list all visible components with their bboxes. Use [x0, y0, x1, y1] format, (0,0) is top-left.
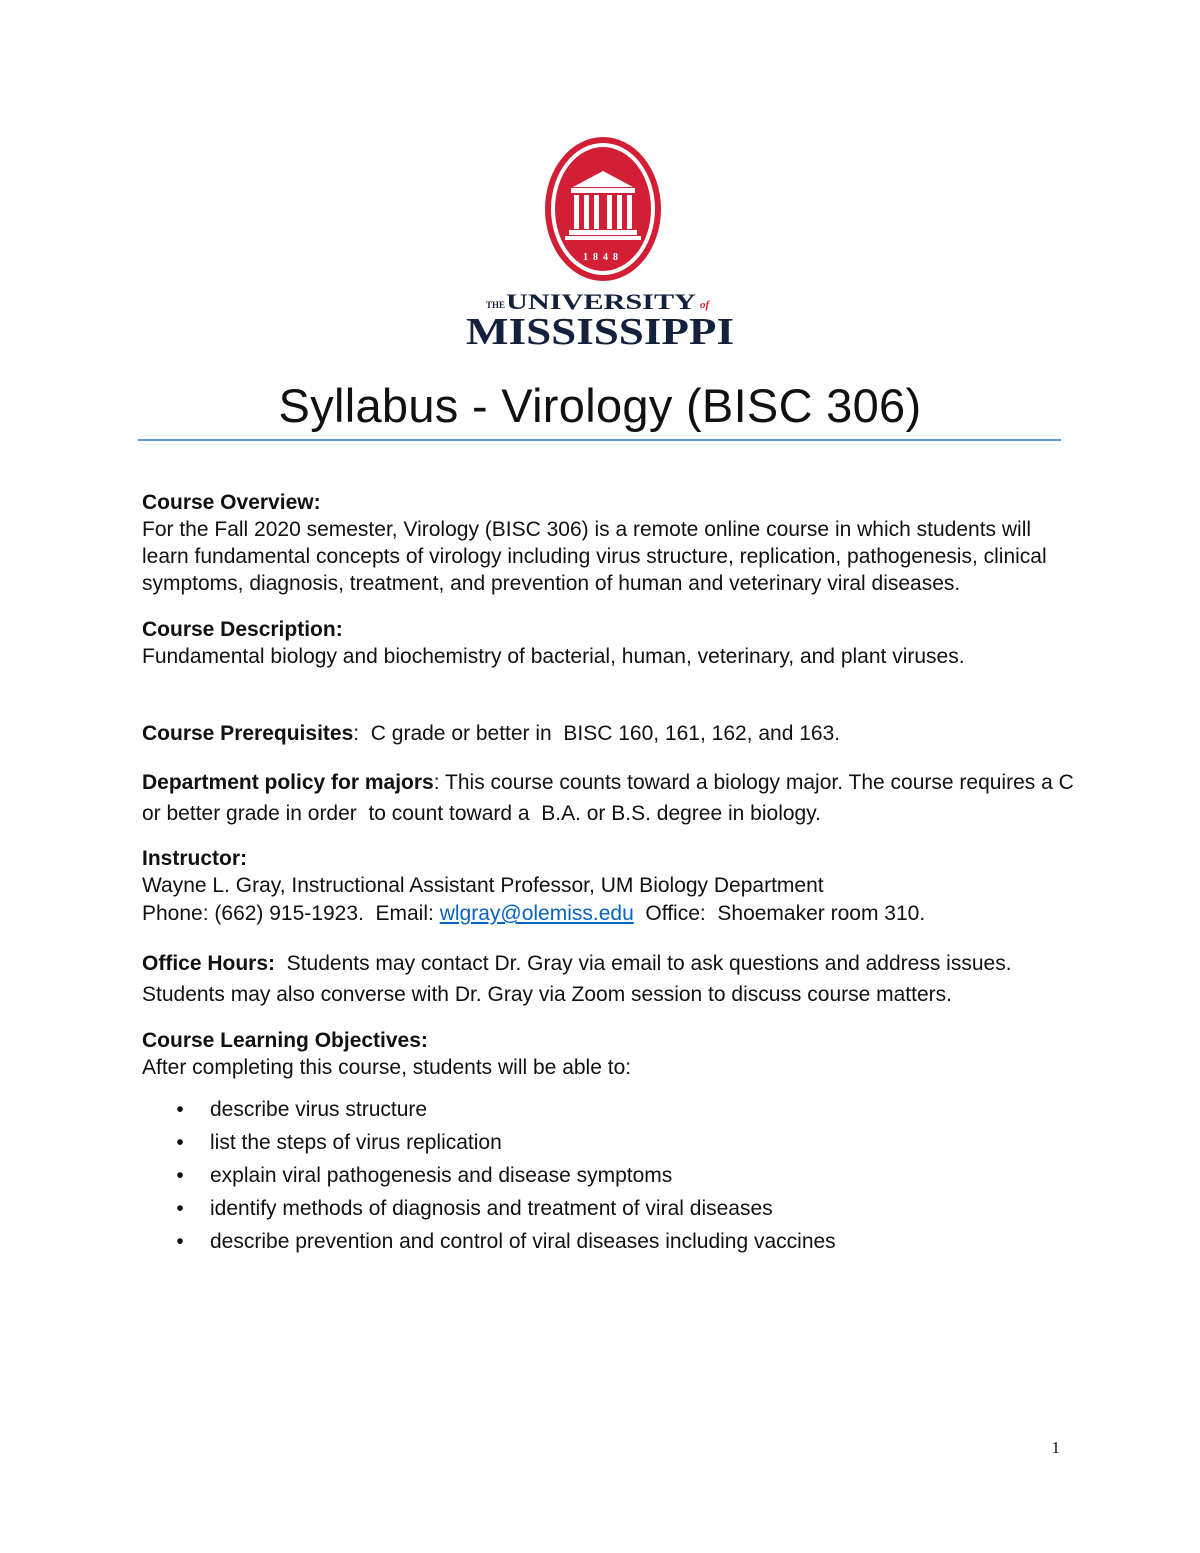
- list-item: [142, 1159, 1082, 1192]
- objective-text: explain viral pathogenesis and disease symptoms: [210, 1164, 673, 1187]
- list-item: [142, 1225, 1082, 1258]
- course-description-section: [142, 616, 1082, 670]
- office-hours-section: [142, 948, 1082, 1010]
- bullet-icon: •: [176, 1230, 184, 1253]
- office-hours-line: [142, 948, 1082, 1010]
- instructor-office: Office: Shoemaker room 310.: [633, 902, 926, 925]
- wordmark-state: MISSISSIPPI: [466, 311, 734, 348]
- course-description-heading: Course Description:: [142, 618, 343, 641]
- title-divider: [138, 439, 1061, 441]
- objective-text: describe virus structure: [210, 1098, 428, 1121]
- bullet-icon: •: [176, 1131, 184, 1154]
- page-number: 1: [1051, 1438, 1060, 1457]
- department-policy-heading: Department policy for majors: [142, 771, 434, 794]
- wordmark-of: of: [700, 299, 710, 311]
- wordmark-university: UNIVERSITY: [506, 289, 697, 314]
- instructor-phone: Phone: (662) 915-1923. Email:: [142, 902, 440, 925]
- instructor-heading: Instructor:: [142, 847, 247, 870]
- objective-text: identify methods of diagnosis and treatment of viral diseases: [210, 1197, 773, 1220]
- course-overview-text: For the Fall 2020 semester, Virology (BISC 306) is a remote online course in which students will learn fundamental concepts of virology including virus structure, replication, pathogenesis, clinical symptoms, diagnosis, treatment, and prevention of human and veterinary viral diseases.: [142, 518, 1047, 595]
- bullet-icon: •: [176, 1098, 184, 1121]
- seal-year: 1848: [583, 252, 623, 263]
- objective-text: list the steps of virus replication: [210, 1131, 502, 1154]
- instructor-section: [142, 845, 1082, 929]
- office-hours-heading: Office Hours:: [142, 952, 276, 975]
- bullet-icon: •: [176, 1197, 184, 1220]
- learning-objectives-heading: Course Learning Objectives:: [142, 1029, 428, 1052]
- course-prerequisites-section: [142, 720, 1082, 747]
- instructor-email-link[interactable]: wlgray@olemiss.edu: [439, 902, 634, 925]
- list-item: [142, 1126, 1082, 1159]
- course-description-text: Fundamental biology and biochemistry of bacterial, human, veterinary, and plant viruses.: [142, 645, 965, 668]
- university-seal-logo: [543, 135, 663, 283]
- department-policy-colon: :: [433, 771, 440, 794]
- instructor-name-line: Wayne L. Gray, Instructional Assistant Professor, UM Biology Department: [142, 874, 824, 897]
- course-overview-heading: Course Overview:: [142, 491, 321, 514]
- department-policy-line: [142, 767, 1082, 829]
- list-item: [142, 1192, 1082, 1225]
- university-wordmark-logo: [464, 288, 738, 348]
- page-title: Syllabus - Virology (BISC 306): [278, 379, 922, 432]
- learning-objectives-section: [142, 1027, 1082, 1258]
- department-policy-text: This course counts toward a biology major. The course requires a C or better grade in order to count toward a B.A. or B.S. degree in biology.: [142, 771, 1080, 825]
- course-prerequisites-colon: :: [353, 722, 360, 745]
- course-overview-section: [142, 489, 1082, 597]
- course-prerequisites-text: C grade or better in BISC 160, 161, 162, and 163.: [359, 722, 841, 745]
- course-prerequisites-line: [142, 720, 1082, 747]
- course-prerequisites-heading: Course Prerequisites: [142, 722, 354, 745]
- wordmark-the: THE: [486, 300, 506, 310]
- department-policy-section: [142, 767, 1082, 829]
- list-item: [142, 1093, 1082, 1126]
- objective-text: describe prevention and control of viral diseases including vaccines: [210, 1230, 836, 1253]
- office-hours-text: Students may contact Dr. Gray via email to ask questions and address issues. Students may also converse with Dr. Gray via Zoom session to discuss course matters.: [142, 952, 1018, 1006]
- bullet-icon: •: [176, 1164, 184, 1187]
- learning-objectives-intro: After completing this course, students will be able to:: [142, 1056, 632, 1079]
- instructor-contact-line: [142, 899, 1082, 929]
- syllabus-body: [142, 489, 1082, 1258]
- learning-objectives-list: [142, 1093, 1082, 1258]
